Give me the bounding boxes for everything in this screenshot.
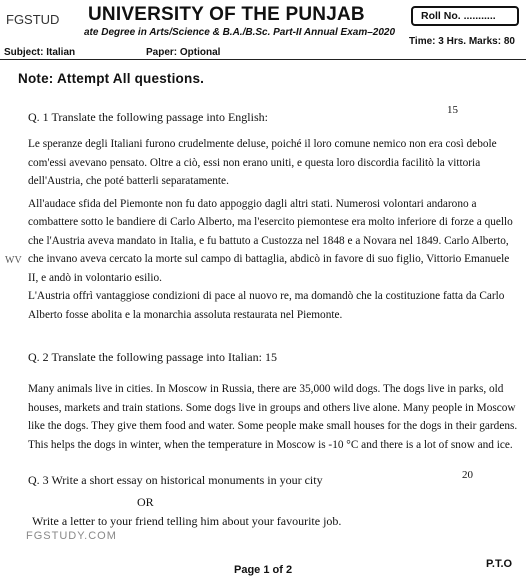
q1-line: che invano aveva cercato la morte sul campo di battaglia, abdicò in favore di suo figlio, Vittorio Emanuele bbox=[28, 253, 510, 265]
pto-label: P.T.O bbox=[486, 558, 513, 570]
subject-label: Subject: Italian bbox=[4, 47, 76, 58]
roll-number-box bbox=[411, 6, 519, 26]
q1-line: L'Austria offrì vantaggiose condizioni di pace al nuovo re, ma domandò che la costituzione fatta da Carlo bbox=[28, 290, 505, 302]
q1-line: All'audace sfida del Piemonte non fu dato appoggio dagli altri stati. Numerosi volontari andarono a bbox=[28, 197, 477, 210]
watermark-left: FGSTUD bbox=[6, 12, 60, 27]
instructions-note: Note: Attempt All questions. bbox=[18, 71, 205, 86]
side-watermark: WV bbox=[5, 255, 22, 266]
footer-watermark: FGSTUDY.COM bbox=[26, 530, 117, 542]
q1-line: dell'Austria, che poté batterli separatamente. bbox=[28, 175, 229, 187]
q1-line: com'essi avevano pensato. Oltre a ciò, essi non erano uniti, e questa loro discordia facilitò la vittoria bbox=[28, 156, 481, 169]
q3-heading: Q. 3 Write a short essay on historical monuments in your city bbox=[28, 473, 323, 487]
q1-line: Le speranze degli Italiani furono crudelmente deluse, poiché il loro comune nemico non era così debole bbox=[28, 138, 497, 150]
q1-line: Alberto fosse abolita e la monarchia assoluta restaurata nel Piemonte. bbox=[28, 308, 343, 321]
q1-line: che l'Austria aveva mandato in Italia, e fu battuto a Custozza nel 1848 e a Novara nel 1849. Carlo Alberto, bbox=[28, 234, 509, 247]
paper-label: Paper: Optional bbox=[146, 47, 221, 58]
q3-alternative: Write a letter to your friend telling him about your favourite job. bbox=[32, 514, 342, 528]
roll-number-label: Roll No. ........... bbox=[421, 10, 496, 22]
q2-line: This helps the dogs in winter, when the temperature in Moscow is -10 °C and there is a lot of snow and ice. bbox=[28, 438, 513, 451]
q1-line: combattere sotto le bandiere di Carlo Alberto, ma l'esercito piemontese era molto inferiore di forze a quello bbox=[28, 216, 513, 228]
q1-line: II, e andò in volontario esilio. bbox=[28, 271, 162, 284]
q2-line: houses, markets and train stations. Some dogs live in groups and others live alone. Many people in Moscow bbox=[28, 401, 516, 414]
page-number: Page 1 of 2 bbox=[234, 564, 293, 576]
university-title: UNIVERSITY OF THE PUNJAB bbox=[88, 4, 365, 25]
q2-heading: Q. 2 Translate the following passage into Italian: 15 bbox=[28, 350, 277, 364]
exam-title: ate Degree in Arts/Science & B.A./B.Sc. Part-II Annual Exam–2020 bbox=[84, 27, 396, 38]
time-marks-label: Time: 3 Hrs. Marks: 80 bbox=[409, 36, 515, 47]
q3-marks: 20 bbox=[462, 469, 473, 481]
q1-marks: 15 bbox=[447, 104, 458, 116]
q1-passage bbox=[28, 135, 513, 324]
q2-line: Many animals live in cities. In Moscow in Russia, there are 35,000 wild dogs. The dogs live in parks, old bbox=[28, 383, 504, 395]
q2-line: like the dogs. They give them food and water. Some people make small houses for the dogs in their gardens. bbox=[28, 420, 518, 432]
q3-or: OR bbox=[137, 495, 154, 509]
q1-heading: Q. 1 Translate the following passage into English: bbox=[28, 110, 268, 124]
q2-passage bbox=[28, 380, 517, 454]
header-rule bbox=[0, 59, 526, 60]
